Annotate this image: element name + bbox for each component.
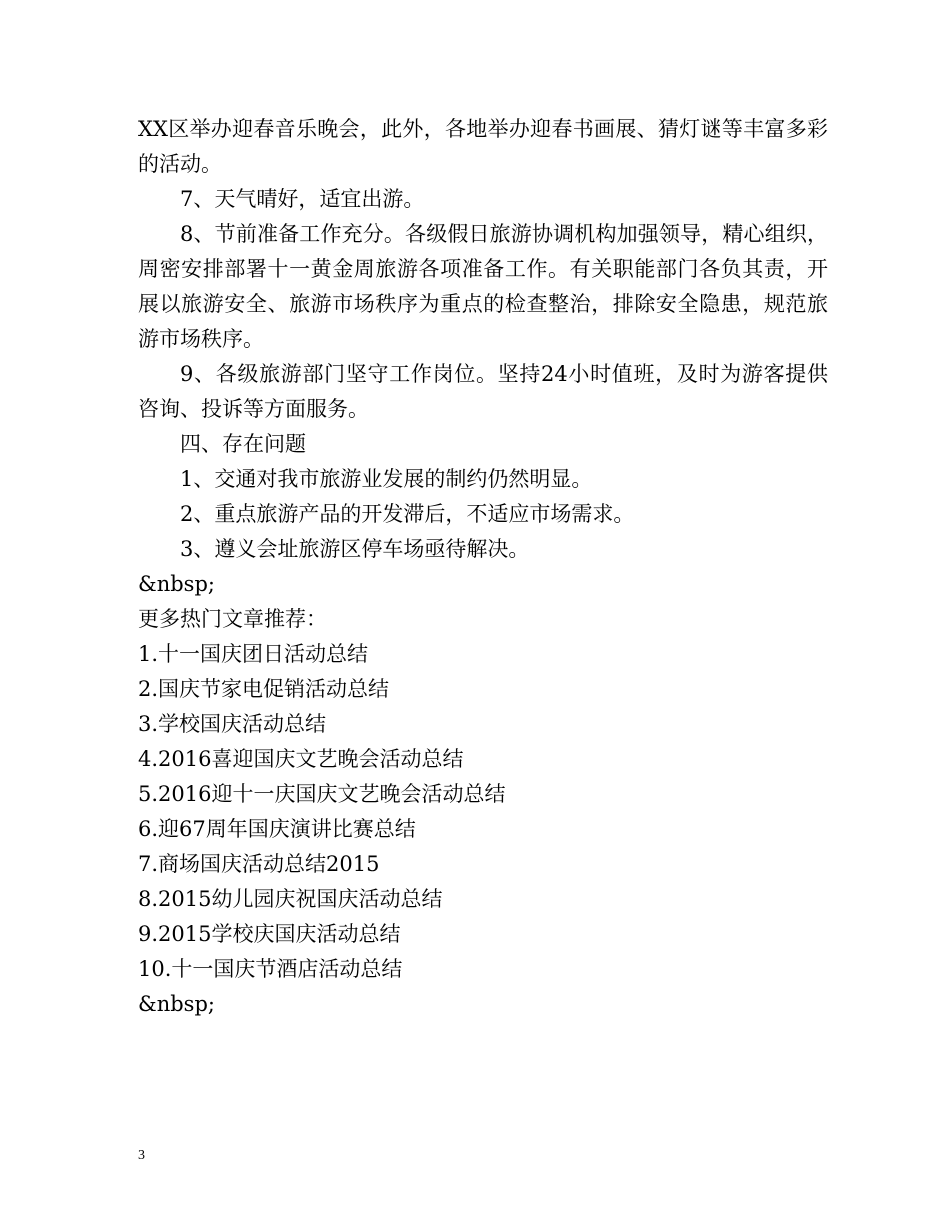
- recommend-link[interactable]: 2.国庆节家电促销活动总结: [138, 677, 390, 701]
- recommend-link[interactable]: 8.2015幼儿园庆祝国庆活动总结: [138, 887, 443, 911]
- issue-item: 3、遵义会址旅游区停车场亟待解决。: [180, 537, 530, 561]
- recommend-heading: 更多热门文章推荐：: [138, 607, 327, 631]
- body-paragraph: XX区举办迎春音乐晚会，此外，各地举办迎春书画展、猜灯谜等丰富多彩的活动。: [138, 117, 828, 176]
- recommend-link[interactable]: 7.商场国庆活动总结2015: [138, 852, 380, 876]
- document-body: [138, 112, 828, 1022]
- recommend-link[interactable]: 9.2015学校庆国庆活动总结: [138, 922, 401, 946]
- nbsp-spacer-text: &nbsp;: [138, 992, 215, 1016]
- issue-item: 2、重点旅游产品的开发滞后，不适应市场需求。: [180, 502, 635, 526]
- section-heading: 四、存在问题: [180, 432, 306, 456]
- recommend-link[interactable]: 4.2016喜迎国庆文艺晚会活动总结: [138, 747, 464, 771]
- recommend-link[interactable]: 1.十一国庆团日活动总结: [138, 642, 369, 666]
- recommend-link[interactable]: 10.十一国庆节酒店活动总结: [138, 957, 403, 981]
- body-paragraph: 8、节前准备工作充分。各级假日旅游协调机构加强领导，精心组织，周密安排部署十一黄金周旅游各项准备工作。有关职能部门各负其责，开展以旅游安全、旅游市场秩序为重点的检查整治，排除安全隐患，规范旅游市场秩序。: [138, 222, 828, 351]
- recommend-link[interactable]: 3.学校国庆活动总结: [138, 712, 327, 736]
- page-number: 3: [138, 1148, 145, 1163]
- recommend-link[interactable]: 6.迎67周年国庆演讲比赛总结: [138, 817, 416, 841]
- body-paragraph: 7、天气晴好，适宜出游。: [180, 187, 425, 211]
- recommend-link[interactable]: 5.2016迎十一庆国庆文艺晚会活动总结: [138, 782, 506, 806]
- body-paragraph: 9、各级旅游部门坚守工作岗位。坚持24小时值班，及时为游客提供咨询、投诉等方面服务。: [138, 362, 828, 421]
- nbsp-spacer-text: &nbsp;: [138, 572, 215, 596]
- issue-item: 1、交通对我市旅游业发展的制约仍然明显。: [180, 467, 593, 491]
